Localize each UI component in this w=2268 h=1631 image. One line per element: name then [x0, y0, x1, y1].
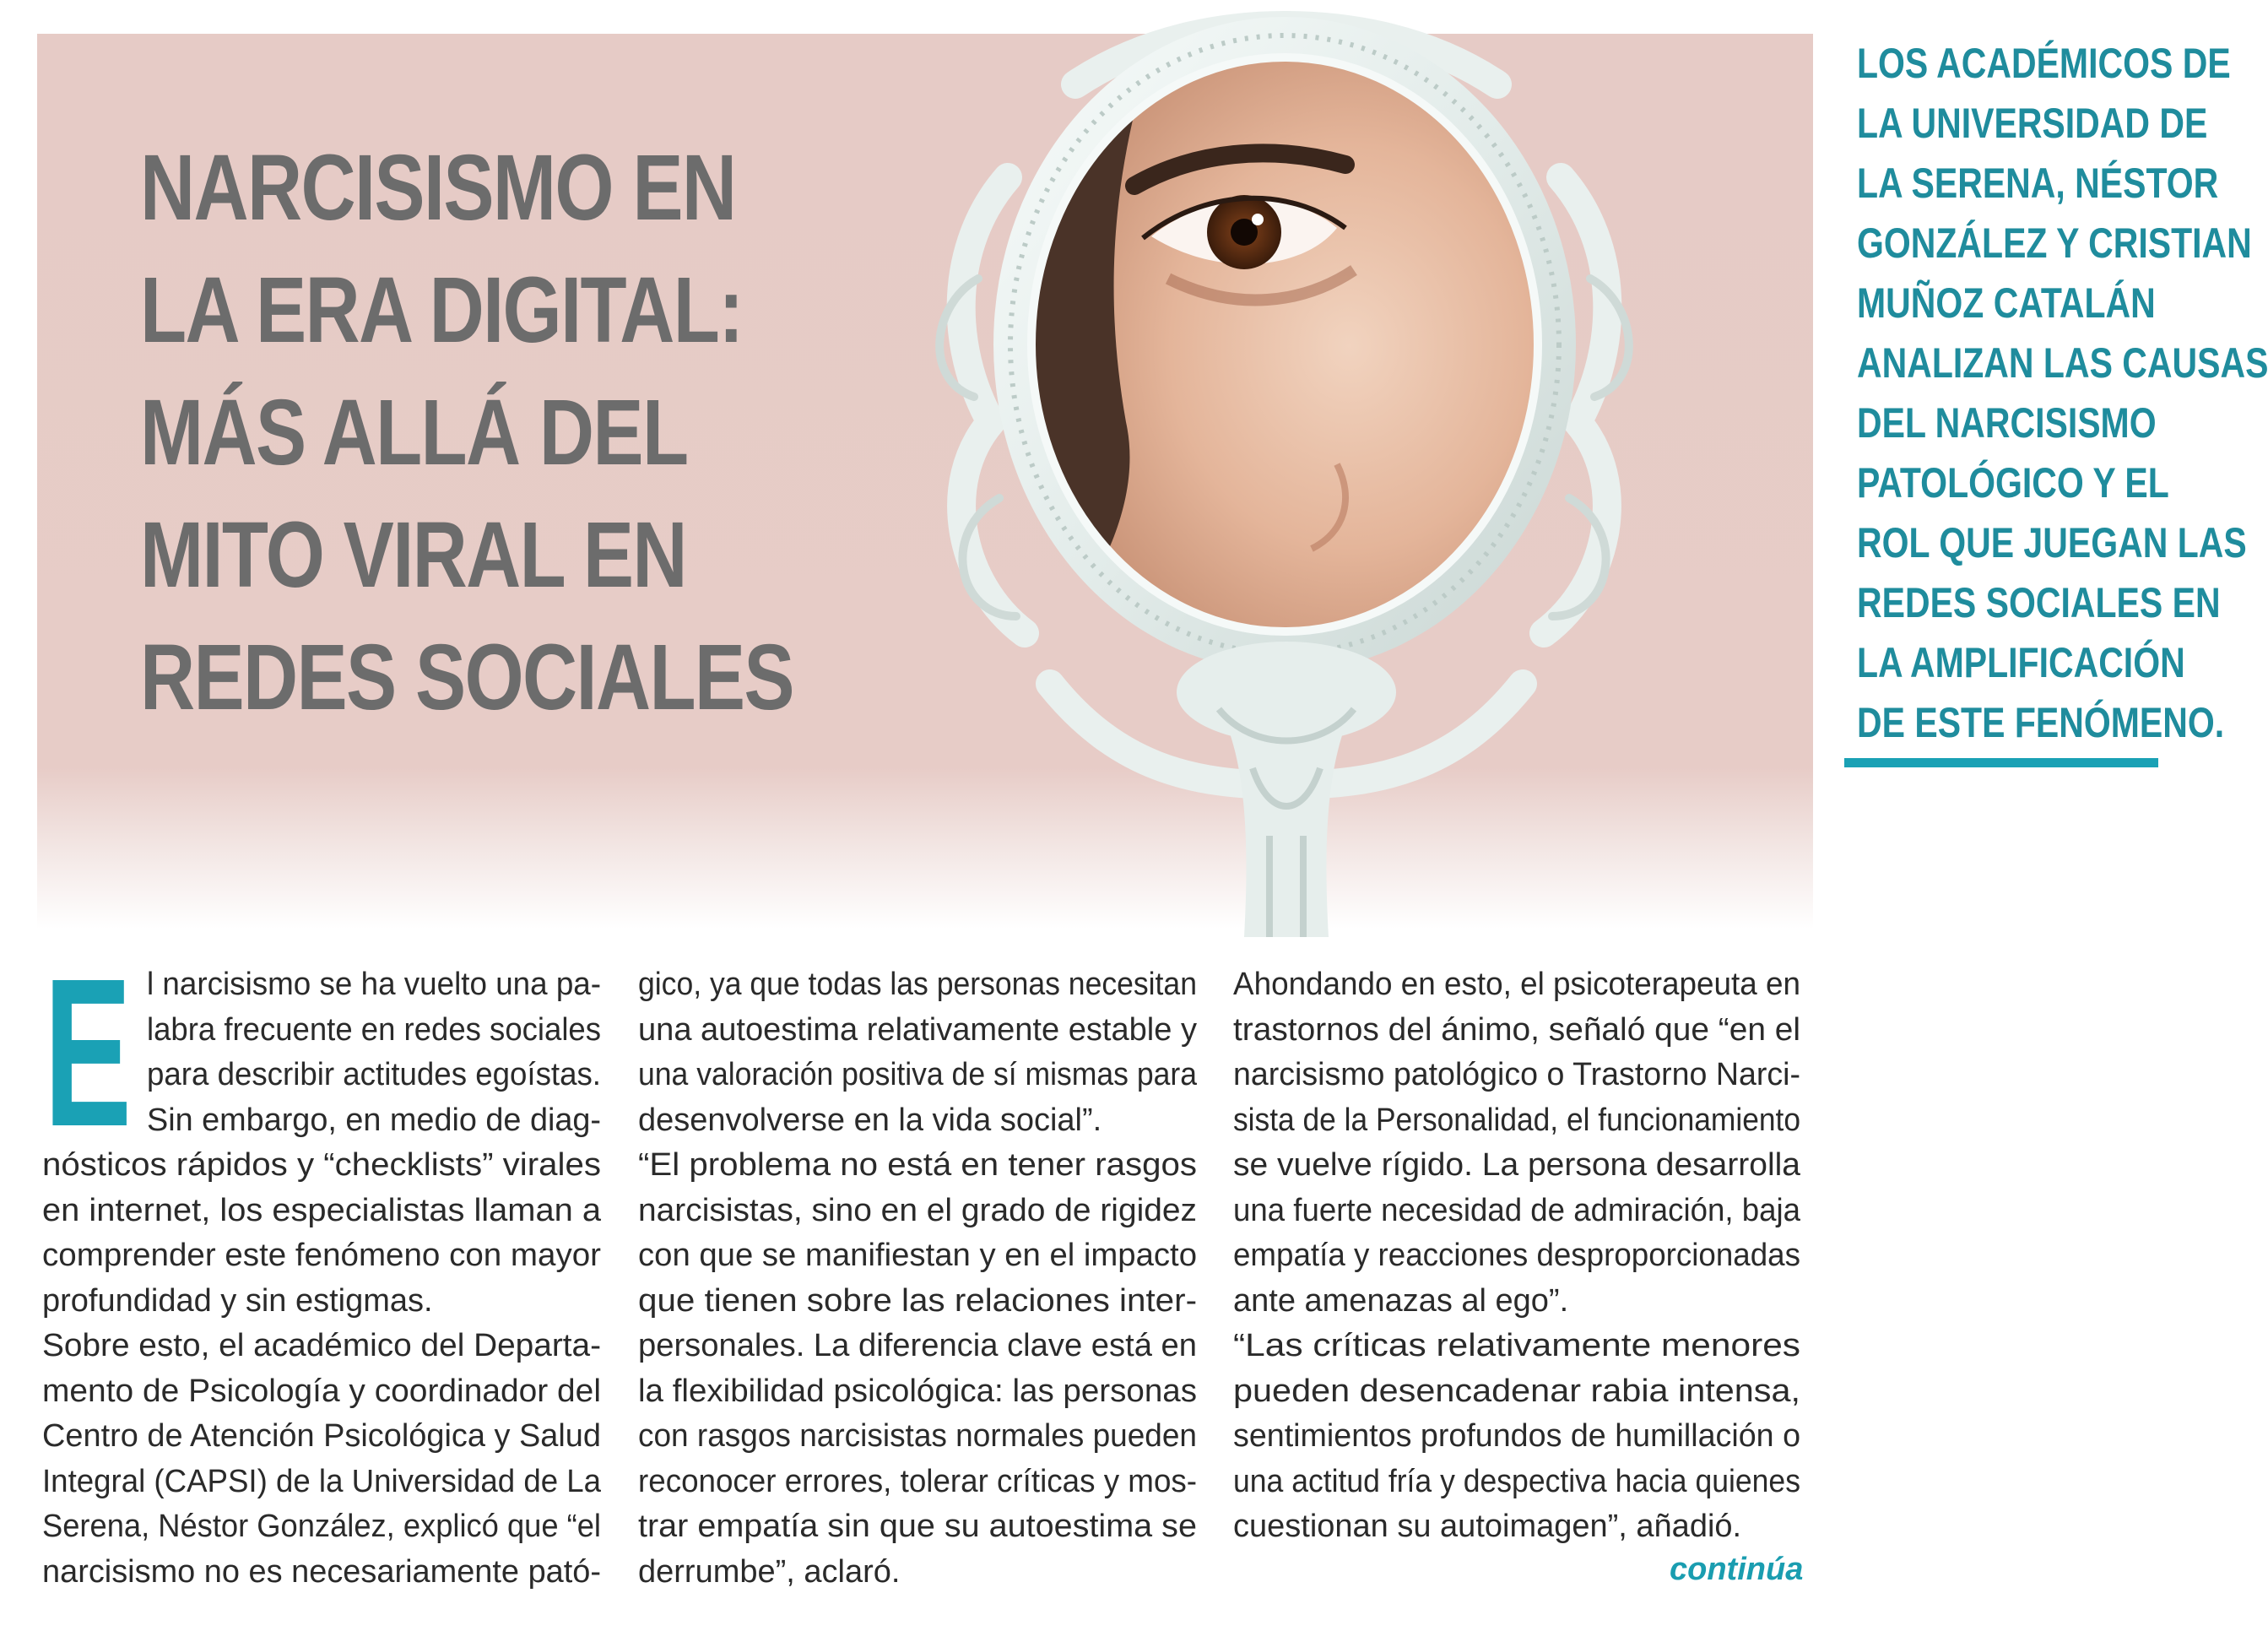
body-line: una fuerte necesidad de admiración, baja [1233, 1192, 1800, 1228]
body-line: l narcisismo se ha vuelto una pa- [147, 967, 602, 1002]
body-line: personales. La diferencia clave está en [638, 1328, 1197, 1363]
headline [140, 127, 793, 739]
body-line: nósticos rápidos y “checklists” virales [42, 1147, 601, 1183]
body-line: que tienen sobre las relaciones inter- [638, 1282, 1198, 1319]
body-line: derrumbe”, aclaró. [638, 1553, 901, 1590]
body-line: Ahondando en esto, el psicoterapeuta en [1233, 967, 1800, 1002]
body-line: una actitud fría y despectiva hacia quienes [1233, 1463, 1800, 1499]
body-line: “El problema no está en tener rasgos [638, 1147, 1198, 1183]
deck-line: DEL NARCISISMO [1857, 399, 2157, 447]
headline-line: MITO VIRAL EN [140, 503, 686, 607]
body-line: cuestionan su autoimagen”, añadió. [1233, 1509, 1742, 1544]
deck-line: LA AMPLIFICACIÓN [1857, 639, 2185, 686]
body-line: trastornos del ánimo, señaló que “en el [1233, 1011, 1800, 1048]
deck-line: GONZÁLEZ Y CRISTIAN [1857, 219, 2252, 267]
body-line: sentimientos profundos de humillación o [1233, 1418, 1801, 1454]
deck-line: ANALIZAN LAS CAUSAS [1857, 339, 2268, 387]
body-line: Sobre esto, el académico del Departa- [42, 1328, 602, 1363]
headline-line: MÁS ALLÁ DEL [140, 381, 688, 485]
body-line: una autoestima relativamente estable y [638, 1011, 1198, 1048]
body-line: ante amenazas al ego”. [1233, 1282, 1569, 1319]
body-line: comprender este fenómeno con mayor [42, 1238, 602, 1273]
deck-line: DE ESTE FENÓMENO. [1857, 699, 2225, 746]
body-line: en internet, los especialistas llaman a [42, 1192, 602, 1228]
body-line: con que se manifiestan y en el impacto [638, 1238, 1197, 1273]
body-line: profundidad y sin estigmas. [42, 1282, 433, 1319]
body-line: narcisismo no es necesariamente pató- [42, 1553, 602, 1590]
body-line: narcisistas, sino en el grado de rigidez [638, 1192, 1198, 1228]
body-line: trar empatía sin que su autoestima se [638, 1509, 1197, 1544]
body-line: se vuelve rígido. La persona desarrolla [1233, 1147, 1801, 1183]
article-deck [1857, 34, 2268, 753]
continue-marker: continúa [1670, 1552, 1804, 1587]
deck-line: ROL QUE JUEGAN LAS [1857, 519, 2247, 566]
deck-underline-rule [1844, 758, 2158, 767]
body-line: Centro de Atención Psicológica y Salud [42, 1418, 601, 1454]
body-line: reconocer errores, tolerar críticas y mos- [638, 1463, 1198, 1499]
body-line: la flexibilidad psicológica: las personas [638, 1373, 1197, 1409]
body-line: Sin embargo, en medio de diag- [147, 1102, 602, 1138]
deck-line: REDES SOCIALES EN [1857, 579, 2221, 626]
hand-mirror-illustration [797, 25, 1810, 937]
body-line: una valoración positiva de sí mismas para [638, 1057, 1198, 1092]
body-line: “Las críticas relativamente menores [1233, 1328, 1801, 1363]
body-line: con rasgos narcisistas normales pueden [638, 1418, 1197, 1454]
headline-line: REDES SOCIALES [140, 626, 793, 729]
deck-line: LA UNIVERSIDAD DE [1857, 100, 2208, 147]
deck-line: LOS ACADÉMICOS DE [1857, 40, 2231, 87]
body-line: para describir actitudes egoístas. [147, 1057, 601, 1092]
deck-line: PATOLÓGICO Y EL [1857, 459, 2169, 507]
body-line: desenvolverse en la vida social”. [638, 1102, 1102, 1138]
body-line: Serena, Néstor González, explicó que “el [42, 1509, 601, 1544]
body-line: mento de Psicología y coordinador del [42, 1373, 601, 1409]
body-line: pueden desencadenar rabia intensa, [1233, 1373, 1801, 1409]
body-line: labra frecuente en redes sociales [147, 1011, 602, 1048]
body-line: Integral (CAPSI) de la Universidad de La [42, 1463, 602, 1499]
body-line: narcisismo patológico o Trastorno Narci- [1233, 1057, 1800, 1092]
headline-line: NARCISISMO EN [140, 136, 736, 240]
body-column-2 [638, 962, 1197, 1595]
headline-line: LA ERA DIGITAL: [140, 258, 743, 362]
body-line: gico, ya que todas las personas necesitan [638, 967, 1197, 1002]
body-column-3 [1233, 962, 1800, 1550]
hero-banner [37, 34, 1813, 929]
deck-line: LA SERENA, NÉSTOR [1857, 160, 2219, 207]
deck-line: MUÑOZ CATALÁN [1857, 279, 2156, 327]
body-line: empatía y reacciones desproporcionadas [1233, 1238, 1800, 1273]
drop-cap-letter: E [44, 935, 132, 1170]
body-column-1 [42, 962, 601, 1595]
body-line: sista de la Personalidad, el funcionamiento [1233, 1102, 1801, 1138]
